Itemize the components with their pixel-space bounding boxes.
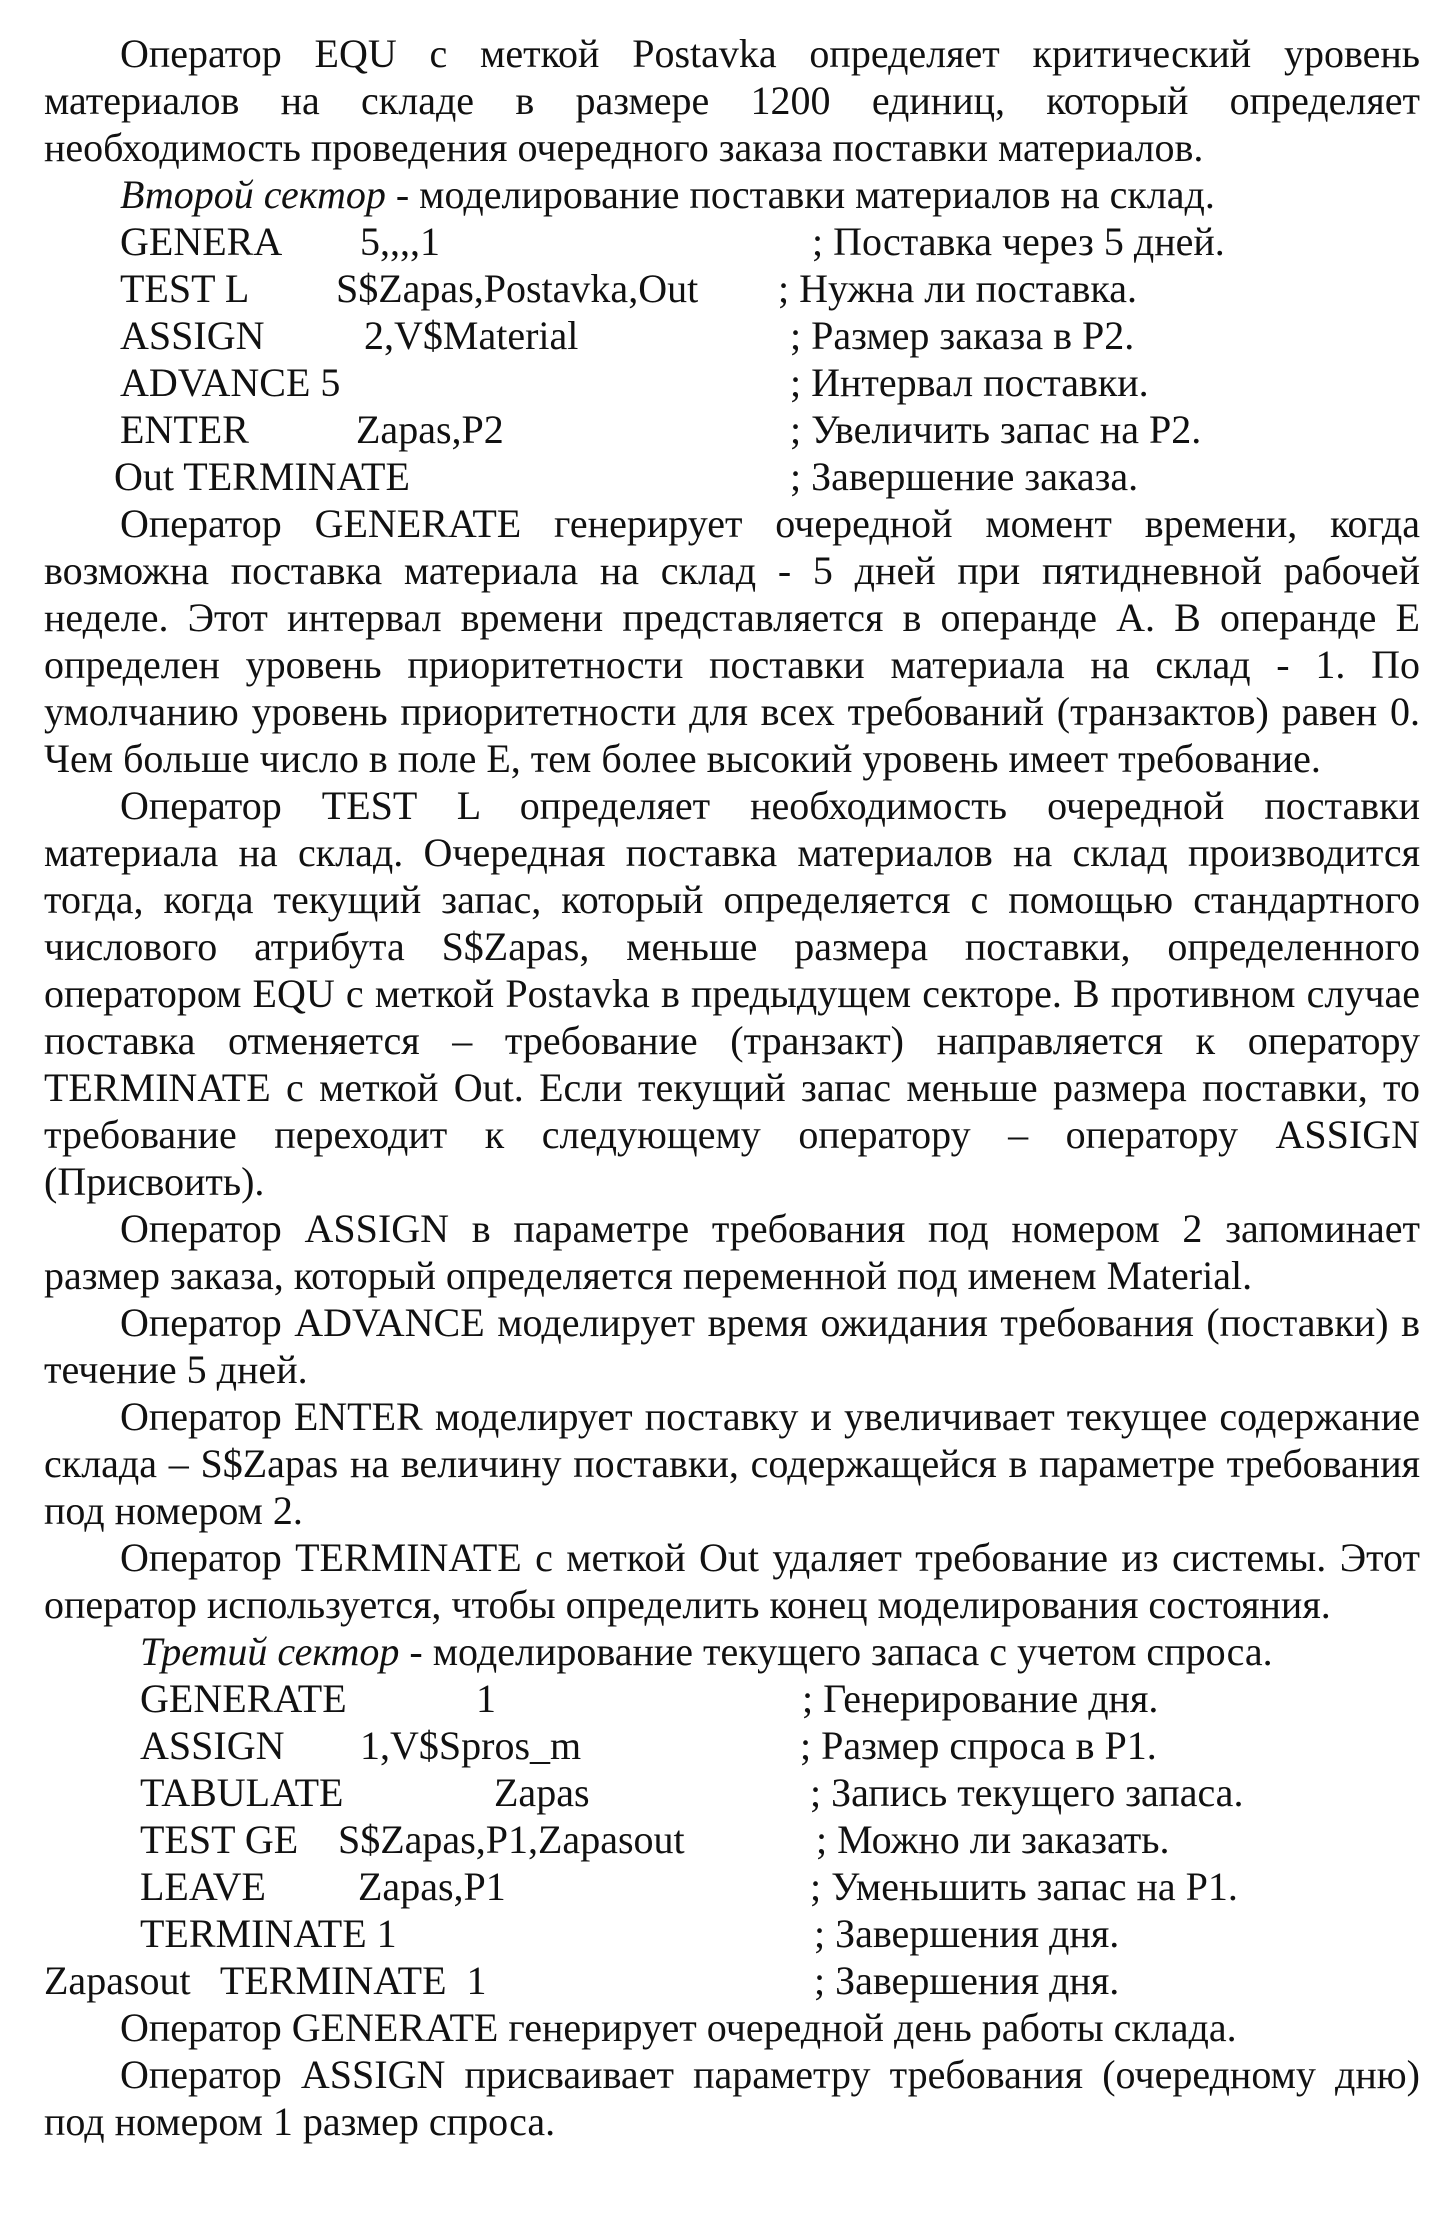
code-operator: Zapasout TERMINATE 1 bbox=[44, 1958, 487, 2003]
code-operands: 5,,,,1 bbox=[360, 219, 440, 264]
code-comment: ; Завершение заказа. bbox=[790, 454, 1139, 499]
sector-3-heading bbox=[44, 1628, 1420, 1675]
code-operator: LEAVE bbox=[140, 1864, 266, 1909]
code-operands: 1,V$Spros_m bbox=[360, 1723, 582, 1768]
code-operator: TEST L bbox=[120, 266, 250, 311]
code-line bbox=[44, 1722, 1420, 1769]
code-operator: TABULATE bbox=[140, 1770, 344, 1815]
paragraph-terminate: Оператор TERMINATE с меткой Out удаляет требование из системы. Этот оператор используется, чтобы определить конец моделирования состояния. bbox=[44, 1535, 1420, 1627]
code-line bbox=[44, 359, 1420, 406]
code-comment: ; Завершения дня. bbox=[814, 1911, 1120, 1956]
code-comment: ; Нужна ли поставка. bbox=[778, 266, 1137, 311]
code-block-sector-2 bbox=[44, 218, 1420, 500]
code-operator: GENERATE bbox=[140, 1676, 347, 1721]
paragraph-test-l: Оператор TEST L определяет необходимость очередной поставки материала на склад. Очередная поставка материалов на склад производится тогда, когда текущий запас, который определяется с помощью стандартного числового атрибута S$Zapas, меньше размера поставки, определенного оператором EQU с меткой Postavka в предыдущем секторе. В противном случае поставка отменяется – требование (транзакт) направляется к оператору TERMINATE с меткой Out. Если текущий запас меньше размера поставки, то требование переходит к следующему оператору – оператору ASSIGN (Присвоить). bbox=[44, 783, 1420, 1204]
paragraph-enter: Оператор ENTER моделирует поставку и увеличивает текущее содержание склада – S$Zapas на величину поставки, содержащейся в параметре требования под номером 2. bbox=[44, 1394, 1420, 1533]
code-operands: Zapas,P2 bbox=[356, 407, 504, 452]
code-operands: Zapas bbox=[494, 1770, 590, 1815]
code-operator: Out TERMINATE bbox=[114, 454, 410, 499]
code-operator: ASSIGN bbox=[140, 1723, 285, 1768]
code-comment: ; Завершения дня. bbox=[814, 1958, 1120, 2003]
paragraph-equ: Оператор EQU с меткой Postavka определяет критический уровень материалов на складе в размере 1200 единиц, который определяет необходимость проведения очередного заказа поставки материалов. bbox=[44, 31, 1420, 170]
code-line bbox=[44, 1816, 1420, 1863]
code-comment: ; Интервал поставки. bbox=[790, 360, 1149, 405]
code-operator: ASSIGN bbox=[120, 313, 265, 358]
code-comment: ; Размер спроса в Р1. bbox=[800, 1723, 1157, 1768]
code-operator: ENTER bbox=[120, 407, 249, 452]
code-comment: ; Уменьшить запас на Р1. bbox=[810, 1864, 1238, 1909]
code-line bbox=[44, 265, 1420, 312]
code-operands: Zapas,P1 bbox=[358, 1864, 506, 1909]
code-line bbox=[44, 1863, 1420, 1910]
code-operator: TERMINATE 1 bbox=[140, 1911, 397, 1956]
code-comment: ; Можно ли заказать. bbox=[816, 1817, 1170, 1862]
code-line bbox=[44, 218, 1420, 265]
document-body bbox=[44, 30, 1420, 2145]
paragraph-generate-day: Оператор GENERATE генерирует очередной день работы склада. bbox=[120, 2005, 1237, 2050]
paragraph-assign-demand: Оператор ASSIGN присваивает параметру требования (очередному дню) под номером 1 размер спроса. bbox=[44, 2052, 1420, 2144]
code-block-sector-3 bbox=[44, 1675, 1420, 2004]
code-line bbox=[44, 1769, 1420, 1816]
code-operator: TEST GE bbox=[140, 1817, 299, 1862]
sector-2-title: Второй сектор bbox=[120, 172, 386, 217]
paragraph-generate: Оператор GENERATE генерирует очередной момент времени, когда возможна поставка материала на склад - 5 дней при пятидневной рабочей неделе. Этот интервал времени представляется в операнде А. В операнде Е определен уровень приоритетности поставки материала на склад - 1. По умолчанию уровень приоритетности для всех требований (транзактов) равен 0. Чем больше число в поле Е, тем более высокий уровень имеет требование. bbox=[44, 501, 1420, 781]
code-operands: 1 bbox=[476, 1676, 496, 1721]
sector-2-description: - моделирование поставки материалов на склад. bbox=[385, 172, 1215, 217]
code-line bbox=[44, 1675, 1420, 1722]
code-operands: 2,V$Material bbox=[364, 313, 579, 358]
code-line bbox=[44, 1957, 1420, 2004]
code-comment: ; Генерирование дня. bbox=[802, 1676, 1159, 1721]
code-comment: ; Поставка через 5 дней. bbox=[812, 219, 1225, 264]
code-operands: S$Zapas,P1,Zapasout bbox=[338, 1817, 685, 1862]
sector-2-heading bbox=[44, 171, 1420, 218]
code-line bbox=[44, 1910, 1420, 1957]
paragraph-advance: Оператор ADVANCE моделирует время ожидания требования (поставки) в течение 5 дней. bbox=[44, 1300, 1420, 1392]
sector-3-description: - моделирование текущего запаса с учетом спроса. bbox=[399, 1629, 1273, 1674]
code-operator: ADVANCE 5 bbox=[120, 360, 341, 405]
code-comment: ; Увеличить запас на Р2. bbox=[790, 407, 1202, 452]
paragraph-assign: Оператор ASSIGN в параметре требования под номером 2 запоминает размер заказа, который определяется переменной под именем Material. bbox=[44, 1206, 1420, 1298]
code-line bbox=[44, 453, 1420, 500]
code-comment: ; Размер заказа в Р2. bbox=[790, 313, 1135, 358]
code-line bbox=[44, 312, 1420, 359]
code-operands: S$Zapas,Postavka,Out bbox=[336, 266, 699, 311]
code-line bbox=[44, 406, 1420, 453]
sector-3-title: Третий сектор bbox=[140, 1629, 400, 1674]
code-operator: GENERA bbox=[120, 219, 283, 264]
code-comment: ; Запись текущего запаса. bbox=[810, 1770, 1244, 1815]
